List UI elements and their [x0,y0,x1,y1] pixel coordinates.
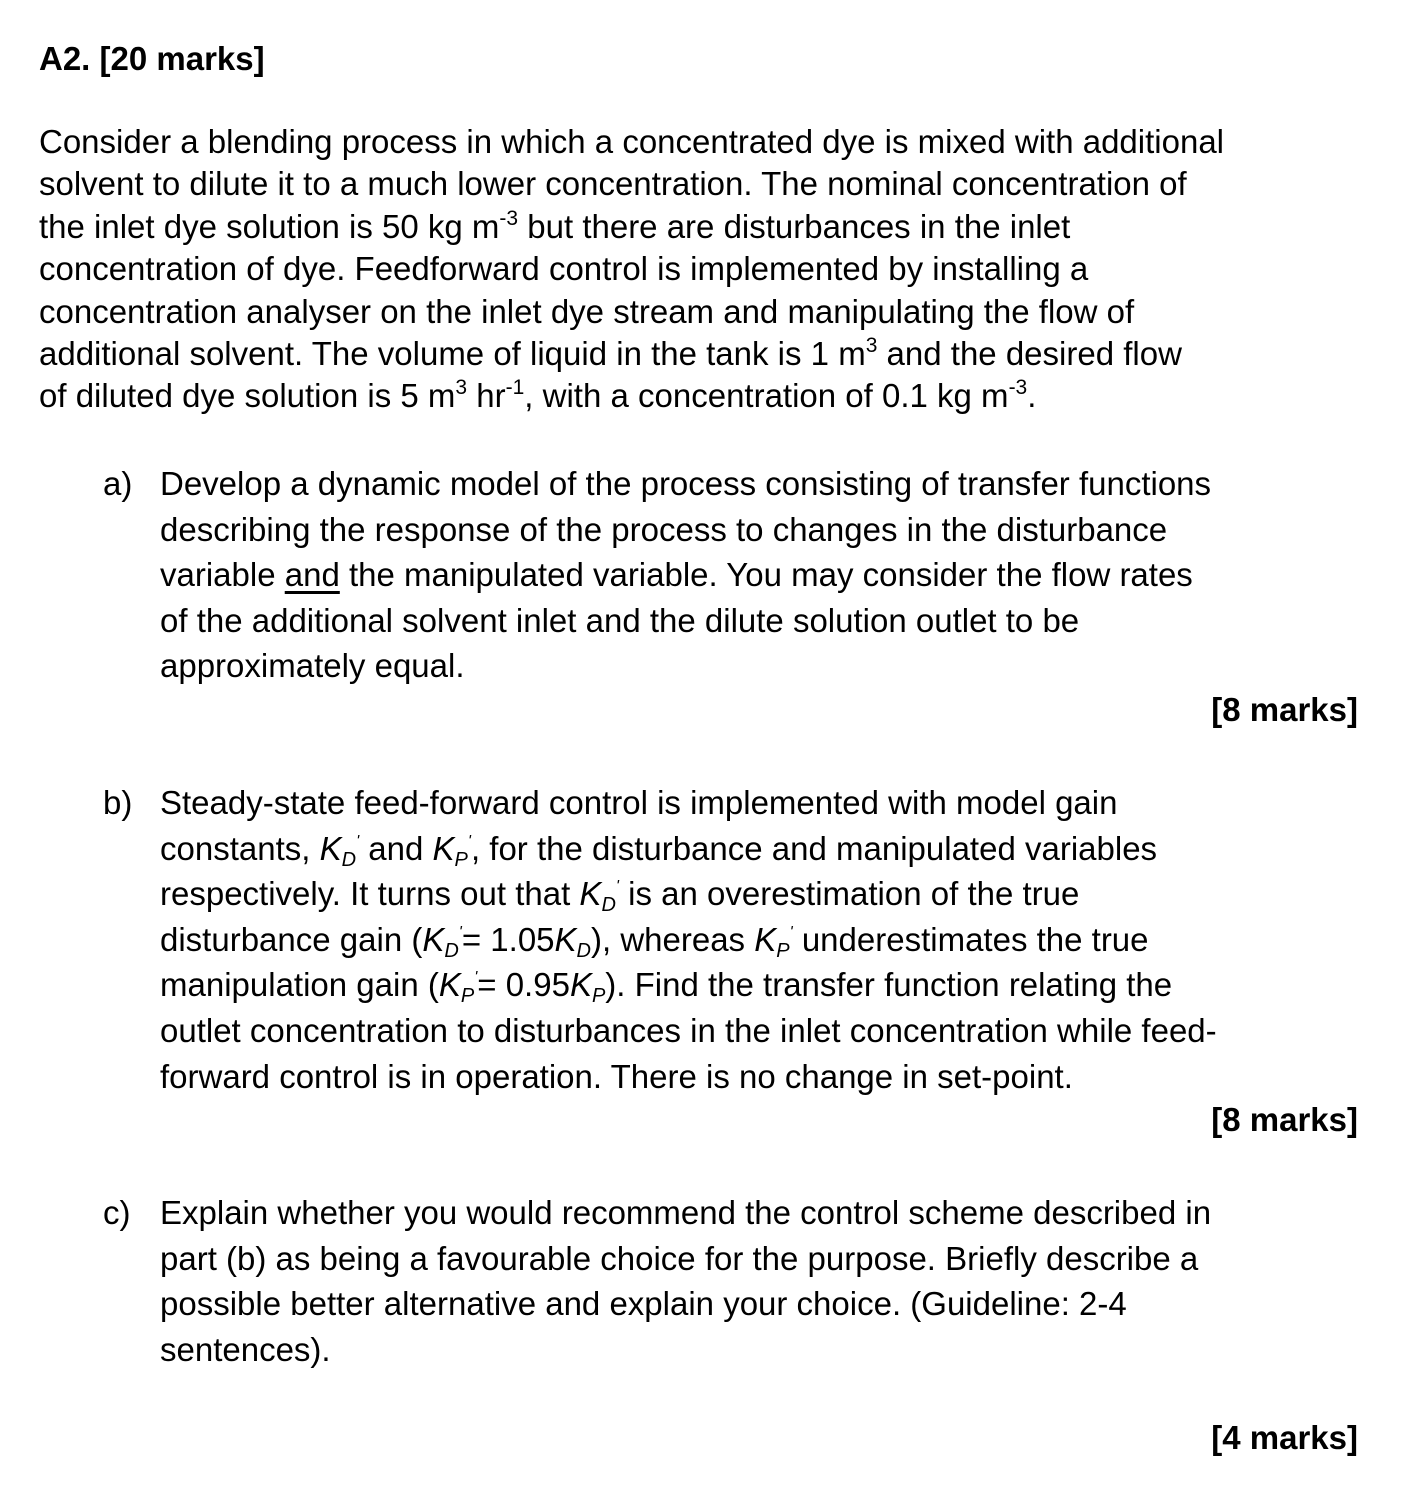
intro-line: the inlet dye solution is 50 kg $m^{-3}$ but there are disturbances in the inlet [39,206,1071,245]
part-c-letter: c) [103,1194,131,1231]
part-b-marks: [8 marks] [1211,1101,1358,1138]
question-heading: A2. [20 marks] [39,40,265,77]
intro-line: additional solvent. The volume of liquid in the tank is 1 $m^3$ and the desired flow [39,334,1182,373]
intro-line: of diluted dye solution is 5 $m^3$ $hr^{-1}$, with a concentration of 0.1 kg $m^{-3}$. [39,376,1037,415]
intro-line: solvent to dilute it to a much lower concentration. The nominal concentration of [39,165,1187,203]
part-c-text: Explain whether you would recommend the control scheme described in part (b) as being a favourable choice for the purpose. Briefly describe a possible better alternative and explain your choice. (Guideline: 2-4 sentences). [160,1194,1212,1368]
part-a-marks: [8 marks] [1211,691,1358,728]
part-a-text: Develop a dynamic model of the process consisting of transfer functions describing the response of the process to changes in the disturbance variable and the manipulated variable. You may consider the flow rates of the additional solvent inlet and the dilute solution outlet to be approximately equal. [160,465,1212,685]
part-b-letter: b) [103,784,133,821]
intro-line: concentration analyser on the inlet dye stream and manipulating the flow of [39,292,1135,330]
part-c-marks: [4 marks] [1211,1419,1358,1456]
part-a-letter: a) [103,465,133,502]
question-intro [39,121,1379,418]
intro-line: Consider a blending process in which a concentrated dye is mixed with additional [39,123,1225,160]
intro-line: concentration of dye. Feedforward control is implemented by installing a [39,250,1089,288]
part-b-text: Steady-state feed-forward control is implemented with model gain constants, $K_D'$ and $K_P'$, for the disturbance and manipulated variables respectively. It turns out that $K_D'$ is an overestimation of the true disturbance gain $(K_D'= 1.05K_D)$, whereas $K_P'$ underestimates the true manipulation gain $(K_P'= 0.95K_P)$. Find the transfer function relating the outlet concentration to disturbances in the inlet concentration while feed- forward control is in operation. There is no change in set-point. [160,784,1217,1095]
